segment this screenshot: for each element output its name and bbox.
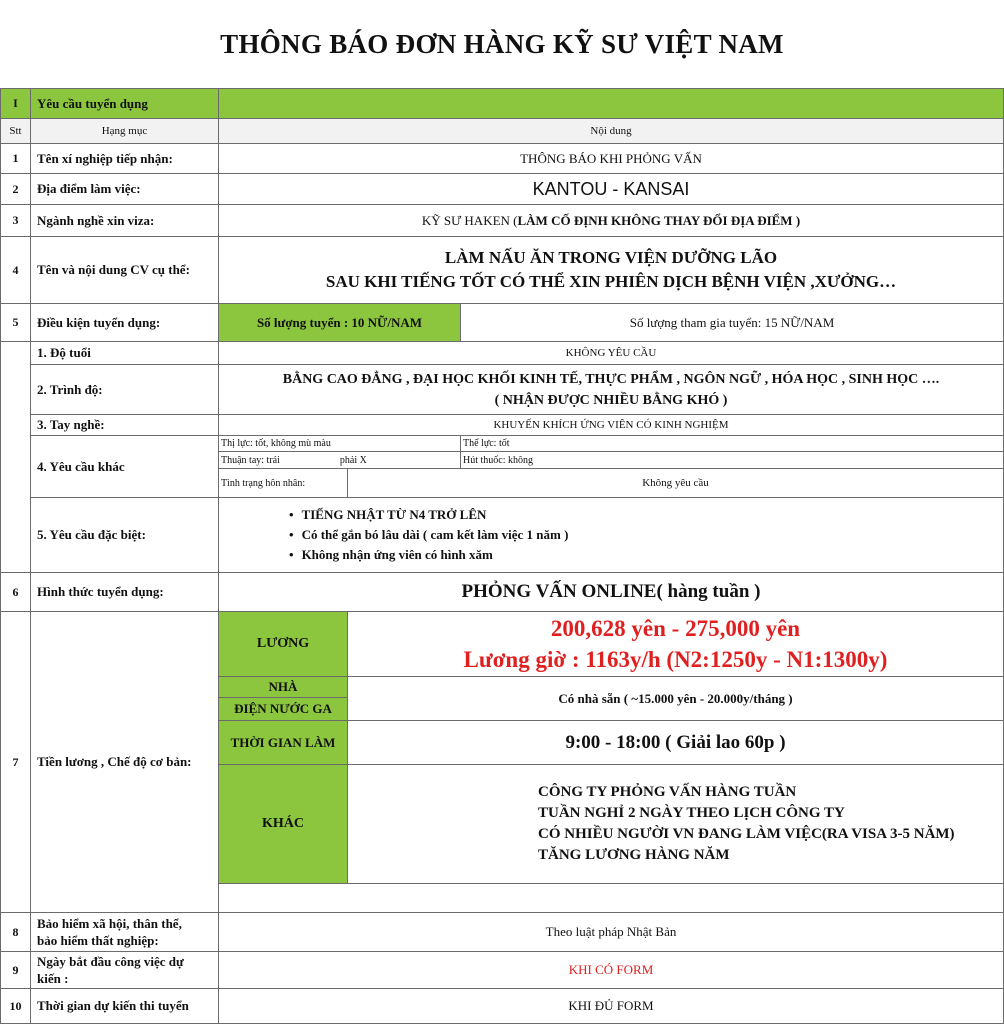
recruitment-form-bold: PHỎNG VẤN ONLINE — [461, 581, 657, 602]
row-number: 1 — [0, 143, 31, 174]
start-date-label-line: kiến : — [37, 971, 69, 986]
special-requirement-item: • TIẾNG NHẬT TỪ N4 TRỞ LÊN — [289, 505, 486, 525]
header-stt: Stt — [0, 118, 31, 144]
education-line: ( NHẬN ĐƯỢC NHIỀU BẰNG KHÓ ) — [494, 392, 728, 408]
other-benefit-item: CÔNG TY PHỎNG VẤN HÀNG TUẦN — [538, 784, 797, 800]
row-number: 3 — [0, 204, 31, 237]
row-label: Tên và nội dung CV cụ thể: — [30, 236, 219, 304]
utility-label: ĐIỆN NƯỚC GA — [218, 697, 348, 721]
insurance-label-line: bảo hiểm thất nghiệp: — [37, 933, 159, 948]
insurance-label — [30, 912, 219, 952]
salary-label: LƯƠNG — [218, 611, 348, 677]
hand-right: phải X — [339, 454, 367, 466]
special-requirement-item: • Có thể gắn bó lâu dài ( cam kết làm việc 1 năm ) — [289, 525, 568, 545]
sub-requirements-number-cell — [0, 341, 31, 573]
row-label: Địa điểm làm việc: — [30, 173, 219, 205]
workplace-value: KANTOU - KANSAI — [218, 173, 1004, 205]
row-number: 8 — [0, 912, 31, 952]
salary-line: 200,628 yên - 275,000 yên — [550, 616, 801, 641]
row-label: Tiền lương , Chế độ cơ bản: — [30, 611, 219, 913]
row-number: 6 — [0, 572, 31, 612]
marital-label: Tình trạng hôn nhân: — [218, 468, 348, 498]
skill-label: 3. Tay nghề: — [30, 414, 219, 436]
start-date-value: KHI CÓ FORM — [218, 951, 1004, 989]
page-title: THÔNG BÁO ĐƠN HÀNG KỸ SƯ VIỆT NAM — [220, 28, 784, 59]
skill-value: KHUYẾN KHÍCH ỨNG VIÊN CÓ KINH NGHIỆM — [218, 414, 1004, 436]
insurance-value: Theo luật pháp Nhật Bản — [218, 912, 1004, 952]
start-date-label-line: Ngày bắt đầu công việc dự — [37, 954, 184, 969]
working-time-label: THỜI GIAN LÀM — [218, 720, 348, 765]
row-number: 10 — [0, 988, 31, 1024]
special-requirement-item: • Không nhận ứng viên có hình xăm — [289, 545, 493, 565]
recruitment-form-suffix: ( hàng tuần ) — [656, 581, 761, 602]
house-label: NHÀ — [218, 676, 348, 698]
other-benefits-label: KHÁC — [218, 764, 348, 884]
company-value: THÔNG BÁO KHI PHỎNG VẤN — [218, 143, 1004, 174]
row-label: Hình thức tuyển dụng: — [30, 572, 219, 612]
other-benefit-item: TĂNG LƯƠNG HÀNG NĂM — [538, 847, 730, 863]
participants-value: Số lượng tham gia tuyển: 15 NỮ/NAM — [460, 303, 1004, 342]
row-7-spacer — [218, 883, 1004, 913]
row-label: Tên xí nghiệp tiếp nhận: — [30, 143, 219, 174]
exam-time-label: Thời gian dự kiến thi tuyển — [30, 988, 219, 1024]
visa-job-plain: KỸ SƯ HAKEN ( — [421, 212, 518, 228]
other-benefits-list — [347, 764, 1004, 884]
row-number: 5 — [0, 303, 31, 342]
working-time-value: 9:00 - 18:00 ( Giải lao 60p ) — [347, 720, 1004, 765]
hourly-wage-line: Lương giờ : 1163y/h (N2:1250y - N1:1300y) — [463, 647, 888, 672]
header-noi-dung: Nội dung — [218, 118, 1004, 144]
vision-value: Thị lực: tốt, không mù màu — [218, 435, 461, 452]
recruitment-form-value — [218, 572, 1004, 612]
row-number: 9 — [0, 951, 31, 989]
row-label: Điều kiện tuyển dụng: — [30, 303, 219, 342]
hand-left: Thuận tay: trái — [221, 454, 280, 466]
exam-time-value: KHI ĐỦ FORM — [218, 988, 1004, 1024]
section-number: I — [0, 88, 31, 119]
job-content-line: SAU KHI TIẾNG TỐT CÓ THỂ XIN PHIÊN DỊCH BỆNH VIỆN ,XƯỞNG… — [325, 272, 897, 291]
special-requirements-list — [218, 497, 1004, 573]
education-line: BẰNG CAO ĐẲNG , ĐẠI HỌC KHỐI KINH TẾ, THỰC PHẨM , NGÔN NGỮ , HÓA HỌC , SINH HỌC …. — [282, 371, 940, 387]
house-value: Có nhà sẵn ( ~15.000 yên - 20.000y/tháng ) — [347, 676, 1004, 721]
row-label: Ngành nghề xin viza: — [30, 204, 219, 237]
fitness-value: Thể lực: tốt — [460, 435, 1004, 452]
job-content-value — [218, 236, 1004, 304]
other-benefit-item: CÓ NHIỀU NGƯỜI VN ĐANG LÀM VIỆC(RA VISA 3-5 NĂM) — [538, 826, 955, 842]
section-label: Yêu cầu tuyển dụng — [30, 88, 219, 119]
other-requirements-label: 4. Yêu cầu khác — [30, 435, 219, 498]
special-requirements-label: 5. Yêu cầu đặc biệt: — [30, 497, 219, 573]
marital-value: Không yêu cầu — [347, 468, 1004, 498]
insurance-label-line: Bảo hiểm xã hội, thân thể, — [37, 916, 182, 931]
smoking-value: Hút thuốc: không — [460, 451, 1004, 469]
handedness-value — [218, 451, 461, 469]
other-benefit-item: TUẦN NGHỈ 2 NGÀY THEO LỊCH CÔNG TY — [538, 805, 845, 821]
job-content-line: LÀM NẤU ĂN TRONG VIỆN DƯỠNG LÃO — [444, 248, 778, 267]
age-value: KHÔNG YÊU CẦU — [218, 341, 1004, 365]
age-label: 1. Độ tuổi — [30, 341, 219, 365]
row-number: 7 — [0, 611, 31, 913]
quota-value: Số lượng tuyển : 10 NỮ/NAM — [218, 303, 461, 342]
row-number: 2 — [0, 173, 31, 205]
start-date-label — [30, 951, 219, 989]
visa-job-bold: LÀM CỐ ĐỊNH KHÔNG THAY ĐỔI ĐỊA ĐIỂM ) — [517, 212, 801, 228]
education-value — [218, 364, 1004, 415]
salary-value — [347, 611, 1004, 677]
header-hang-muc: Hạng mục — [30, 118, 219, 144]
row-number: 4 — [0, 236, 31, 304]
visa-job-value — [218, 204, 1004, 237]
section-bar — [218, 88, 1004, 119]
education-label: 2. Trình độ: — [30, 364, 219, 415]
